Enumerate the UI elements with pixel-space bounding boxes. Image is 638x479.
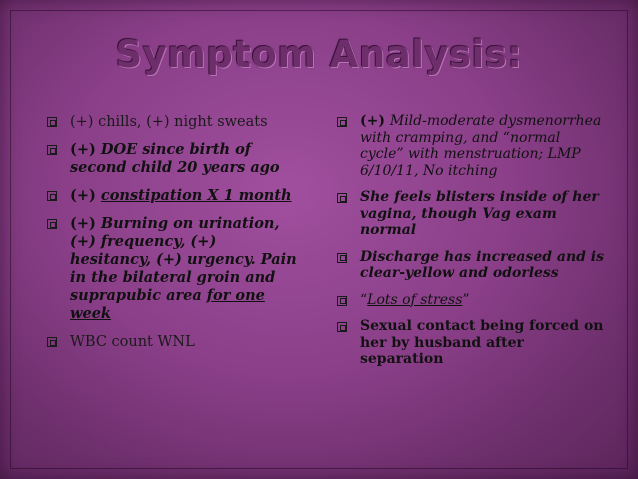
item-text bbox=[360, 113, 607, 179]
left-column bbox=[47, 113, 302, 361]
square-bullet-icon bbox=[47, 191, 57, 201]
list-item bbox=[337, 189, 607, 239]
slide-title: Symptom Analysis: bbox=[115, 33, 523, 76]
item-emphasis: Mild-moderate dysmenorrhea with cramping, and “normal cycle” with menstruation; LMP 6/10/11, No itching bbox=[360, 113, 602, 179]
item-text bbox=[70, 187, 292, 205]
item-emphasis: Burning on urination, (+) frequency, (+) hesitancy, (+) urgency. Pain in the bilateral groin and suprapubic area bbox=[70, 215, 297, 304]
right-column bbox=[337, 113, 607, 378]
square-bullet-icon bbox=[47, 145, 57, 155]
item-prefix: (+) bbox=[360, 113, 390, 129]
open-quote: “ bbox=[360, 291, 368, 308]
square-bullet-icon bbox=[47, 337, 57, 347]
item-text: She feels blisters inside of her vagina, though Vag exam normal bbox=[360, 189, 599, 238]
square-bullet-icon bbox=[47, 117, 57, 127]
list-item bbox=[47, 215, 302, 323]
square-bullet-icon bbox=[47, 219, 57, 229]
item-text: WBC count WNL bbox=[70, 334, 195, 350]
item-duration: for one week bbox=[70, 287, 265, 322]
item-text: (+) chills, (+) night sweats bbox=[70, 114, 268, 130]
item-prefix: (+) bbox=[70, 187, 101, 204]
list-item bbox=[47, 141, 302, 177]
item-text bbox=[70, 215, 302, 323]
item-text: Sexual contact being forced on her by husband after separation bbox=[360, 318, 604, 367]
item-text bbox=[70, 141, 302, 177]
item-prefix: (+) bbox=[70, 141, 101, 158]
item-emphasis: Lots of stress bbox=[367, 291, 463, 308]
list-item bbox=[337, 292, 607, 309]
close-quote: ” bbox=[462, 291, 470, 308]
item-text: Discharge has increased and is clear-yellow and odorless bbox=[360, 248, 605, 281]
square-bullet-icon bbox=[337, 117, 347, 127]
square-bullet-icon bbox=[337, 193, 347, 203]
square-bullet-icon bbox=[337, 253, 347, 263]
item-prefix: (+) bbox=[70, 215, 101, 232]
list-item bbox=[337, 249, 607, 282]
item-emphasis: constipation X 1 month bbox=[100, 187, 292, 204]
list-item bbox=[47, 333, 302, 351]
item-text bbox=[360, 292, 470, 309]
list-item bbox=[47, 113, 302, 131]
item-emphasis: DOE since birth of second child 20 years ago bbox=[70, 141, 280, 176]
square-bullet-icon bbox=[337, 296, 347, 306]
list-item bbox=[337, 318, 607, 368]
square-bullet-icon bbox=[337, 322, 347, 332]
list-item bbox=[337, 113, 607, 179]
list-item bbox=[47, 187, 302, 205]
